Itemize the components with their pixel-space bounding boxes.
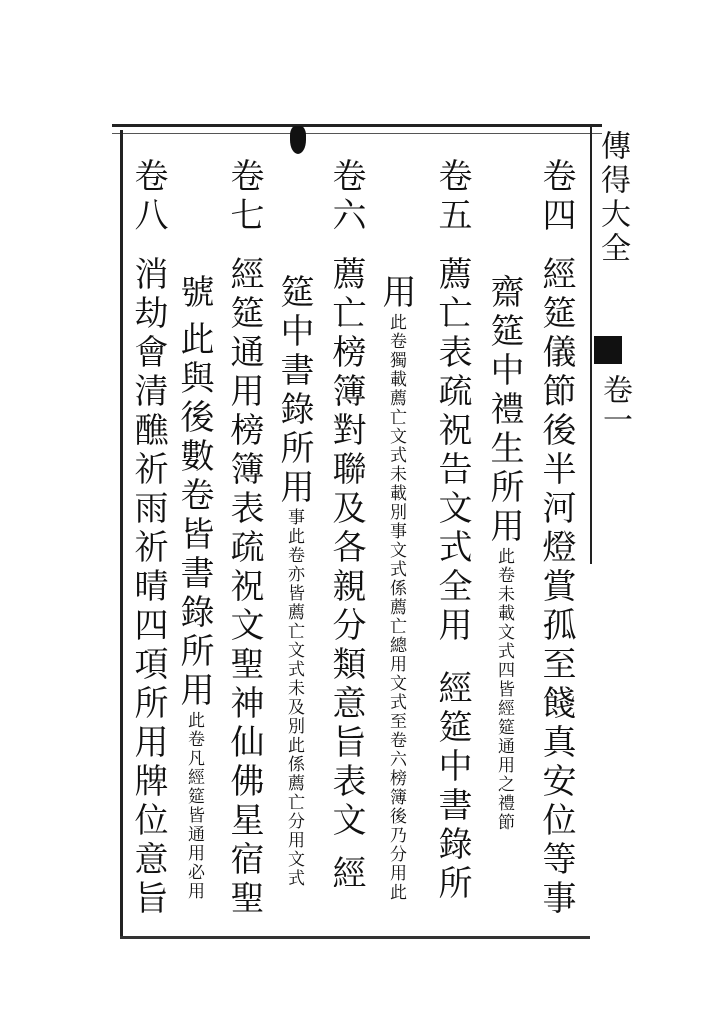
column-tail: 經筵中書錄所 <box>432 670 472 904</box>
volume-heading: 卷四 <box>536 158 576 236</box>
column-6 <box>274 274 314 888</box>
column-7 <box>224 158 264 919</box>
column-2 <box>484 274 524 832</box>
column-9 <box>128 158 168 919</box>
column-text: 號 <box>174 274 214 313</box>
book-title: 傳得大全 <box>595 130 630 266</box>
column-text: 消劫會清醮祈雨祈晴四項所用牌位意旨 <box>128 256 168 919</box>
column-8 <box>174 274 214 901</box>
edge-black-mark <box>594 336 622 364</box>
book-page <box>112 124 632 944</box>
column-text: 經筵儀節後半河燈賞孤至餞真安位等事 <box>536 256 576 919</box>
column-note: 此卷獨載薦亡文式未載別事文式係薦亡總用文式至卷六榜簿後乃分用此 <box>386 313 406 902</box>
volume-heading: 卷六 <box>326 158 366 236</box>
page-frame-left <box>120 130 123 938</box>
column-text-2: 此與後數卷皆書錄所用 <box>174 321 214 711</box>
column-3 <box>432 158 472 904</box>
volume-heading: 卷七 <box>224 158 264 236</box>
column-text: 薦亡表疏祝告文式全用 <box>432 256 472 646</box>
column-note: 此卷凡經筵皆通用必用 <box>184 711 204 901</box>
column-5 <box>326 158 366 894</box>
column-4 <box>376 274 416 902</box>
column-text: 經筵通用榜簿表疏祝文聖神仙佛星宿聖 <box>224 256 264 919</box>
volume-heading: 卷五 <box>432 158 472 236</box>
column-1 <box>536 158 576 919</box>
volume-heading: 卷八 <box>128 158 168 236</box>
column-text: 薦亡榜簿對聯及各親分類意旨表文 <box>326 256 366 841</box>
column-tail: 經 <box>326 855 366 894</box>
column-text: 用 <box>376 274 416 313</box>
column-note: 此卷未載文式四皆經筵通用之禮節 <box>494 547 514 832</box>
volume-label: 卷一 <box>597 374 632 434</box>
column-text: 齋筵中禮生所用 <box>484 274 524 547</box>
page-frame-top <box>112 124 602 134</box>
ink-blot <box>290 126 306 154</box>
page-frame-bottom <box>120 936 590 939</box>
page-edge-strip <box>590 124 632 564</box>
column-note: 事此卷亦皆薦亡文式未及別此係薦亡分用文式 <box>284 508 304 888</box>
column-text: 筵中書錄所用 <box>274 274 314 508</box>
